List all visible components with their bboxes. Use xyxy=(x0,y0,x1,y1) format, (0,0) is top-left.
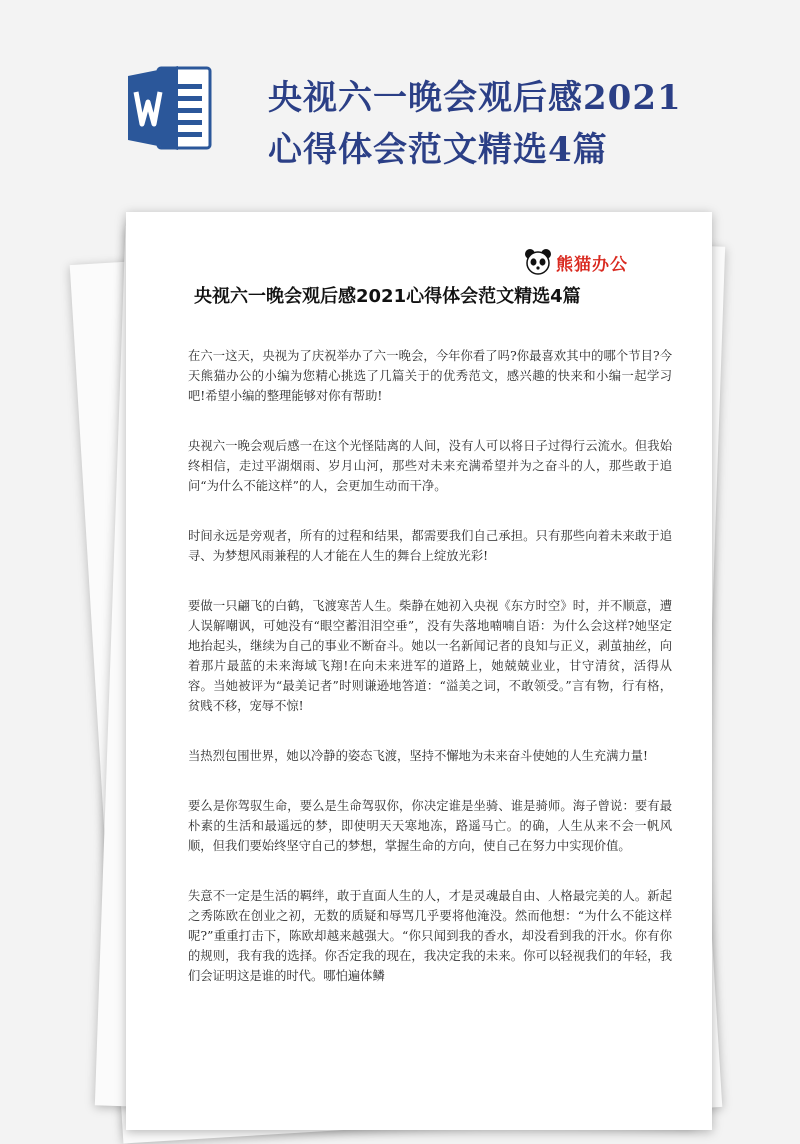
paragraph: 时间永远是旁观者，所有的过程和结果，都需要我们自己承担。只有那些向着未来敢于追寻、为梦想风雨兼程的人才能在人生的舞台上绽放光彩! xyxy=(188,529,672,563)
paragraph: 在六一这天，央视为了庆祝举办了六一晚会，今年你看了吗?你最喜欢其中的哪个节目?今天熊猫办公的小编为您精心挑选了几篇关于的优秀范文，感兴趣的快来和小编一起学习吧!希望小编的整理能够对你有帮助! xyxy=(188,349,672,403)
paragraph: 当热烈包围世界，她以冷静的姿态飞渡，坚持不懈地为未来奋斗使她的人生充满力量! xyxy=(188,749,648,763)
word-document-icon xyxy=(128,62,212,154)
brand-name: 熊猫办公 xyxy=(556,255,628,275)
header-title-line-2: 心得体会范文精选4篇 xyxy=(268,130,608,170)
header-title-line-1: 央视六一晚会观后感2021 xyxy=(268,78,682,118)
document-page xyxy=(126,212,712,1130)
paragraph: 失意不一定是生活的羁绊，敢于直面人生的人，才是灵魂最自由、人格最完美的人。新起之秀陈欧在创业之初，无数的质疑和辱骂几乎要将他淹没。然而他想：“为什么不能这样呢?”重重打击下，陈欧却越来越强大。“你只闻到我的香水，却没看到我的汗水。你有你的规则，我有我的选择。你否定我的现在，我决定我的未来。你可以轻视我们的年轻，我们会证明这是谁的时代。哪怕遍体鳞 xyxy=(188,889,672,983)
paragraph: 要做一只翩飞的白鹤，飞渡寒苦人生。柴静在她初入央视《东方时空》时，并不顺意，遭人误解嘲讽，可她没有“眼空蓄泪泪空垂”，没有失落地喃喃自语：为什么会这样?她坚定地抬起头，继续为自己的事业不断奋斗。她以一名新闻记者的良知与正义，剥茧抽丝，向着那片最蓝的未来海域飞翔!在向未来进军的道路上，她兢兢业业，甘守清贫，活得从容。当她被评为“最美记者”时则谦逊地答道：“溢美之词，不敢领受。”言有物，行有格，贫贱不移，宠辱不惊! xyxy=(188,599,672,713)
header xyxy=(0,0,800,210)
document-title: 央视六一晚会观后感2021心得体会范文精选4篇 xyxy=(194,286,581,307)
document-body xyxy=(188,346,672,1016)
panda-logo-icon xyxy=(524,248,552,276)
header-title xyxy=(268,72,748,176)
brand-logo xyxy=(524,248,646,278)
paragraph: 要么是你驾驭生命，要么是生命驾驭你，你决定谁是坐骑、谁是骑师。海子曾说：要有最朴素的生活和最遥远的梦，即使明天天寒地冻，路遥马亡。的确，人生从来不会一帆风顺，但我们要始终坚守自己的梦想，掌握生命的方向，使自己在努力中实现价值。 xyxy=(188,799,672,853)
paragraph: 央视六一晚会观后感一在这个光怪陆离的人间，没有人可以将日子过得行云流水。但我始终相信，走过平湖烟雨、岁月山河，那些对未来充满希望并为之奋斗的人，那些敢于追问“为什么不能这样”的人，会更加生动而干净。 xyxy=(188,439,672,493)
